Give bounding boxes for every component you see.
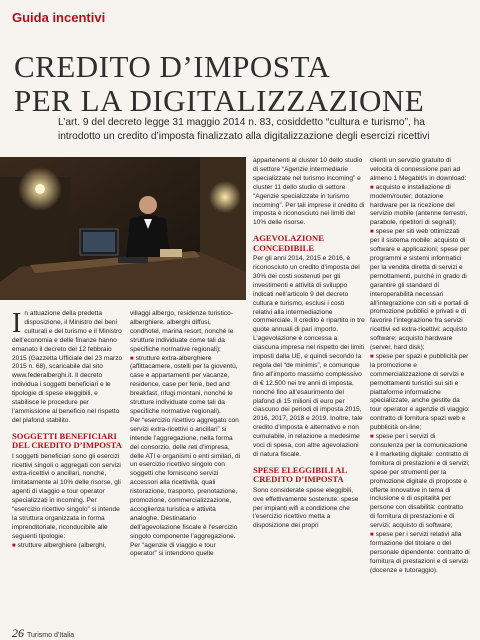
intro-text: n attuazione della predetta disposizione, il Ministro dei beni culturali e del turismo e il Ministro dell’economia e delle finanze hanno emanato il decreto del 12 febbraio 2015 (Gazzetta Ufficiale del 23 marzo 2015 n. 68), scaricabile dal sito www.federalberghi.it. Il decreto individua i soggetti beneficiari e le tipologie di spese eleggibili, e stabilisce le procedure per l’ammissione al beneficio nel rispetto del plafond stabilito. — [12, 310, 123, 424]
bullet-item: ■ acquisto e installazione di modem/router; dotazione hardware per la ricezione del servizio mobile (antenne terrestri, parabole, ripetitori di segnali); — [370, 184, 470, 229]
bullet-item: ■ strutture extra-alberghiere (affittacamere, ostelli per la gioventù, case e appartamenti per vacanze, residence, case per ferie, bed and breakfast, rifugi montani, nonché le strutture individuate come tali da specifiche normative regionali). — [130, 355, 242, 417]
bullet-item: ■ spese per i servizi di consulenza per la comunicazione e il marketing digitale: contratto di fornitura di prestazioni e di servizi; spese per strumenti per la promozione digitale di proposte e offerte innovative in tema di inclusione e di ospitalità per persone con disabilità: contratto di fornitura di prestazioni e di servizi; acquisto di software; — [370, 433, 470, 531]
paragraph: Sono considerate spese eleggibili, ove effettivamente sostenute: spese per impianti wifi a condizione che l’esercizio ricettivo metta a disposizione dei propri — [253, 486, 359, 530]
headline — [14, 50, 470, 118]
headline-line-1: CREDITO D’IMPOSTA — [14, 49, 331, 84]
column-4 — [370, 157, 470, 576]
bullet-item: ■ spese per siti web ottimizzati per il sistema mobile: acquisto di software e applicazioni; spese per programmi e sistemi informatici per la vendita diretta di servizi e pernottamenti, purché in grado di garantire gli standard di interoperabilità necessari all’integrazione con siti e portali di promozione pubblici e privati e di favorire l’integrazione fra servizi ricettivi ed extra-ricettivi: acquisto software; acquisto hardware (server, hard disk); — [370, 228, 470, 353]
paragraph: I soggetti beneficiari sono gli esercizi ricettivi singoli o aggregati con servizi extra-ricettivi o ancillari, nonché, limitatamente al 10% delle risorse, gli agenti di viaggio e tour operator specializzati in incoming. Per “esercizio ricettivo singolo” si intende la struttura organizzata in forma imprenditoriale, riconducibile alle seguenti tipologie: — [12, 452, 121, 540]
paragraph: L’agevolazione è concessa a ciascuna impresa nel rispetto dei limiti imposti dalla UE, e quindi secondo la regola del “de minimis”, e comunque fino all’importo massimo complessivo di € 12.500 nei tre anni di imposta, nonché fino all’esaurimento del plafond di 15 milioni di euro per ciascuno dei periodi di imposta 2015, 2016, 2017, 2018 e 2019. Inoltre, tale credito d’imposta è alternativo e non cumulabile, in relazione a medesime voci di spesa, con altre agevolazioni di natura fiscale. — [253, 335, 365, 458]
subhead-agevolazione: AGEVOLAZIONE CONCEDIBILE — [253, 233, 324, 253]
page-number: 26 — [12, 626, 24, 640]
lead-paragraph: L’art. 9 del decreto legge 31 maggio 2014 n. 83, cosiddetto “cultura e turismo”, ha introdotto un credito d’imposta finalizzato alla digitalizzazione degli esercizi ricettivi — [58, 117, 430, 142]
column-1 — [12, 310, 124, 551]
drop-cap: I — [12, 308, 22, 339]
headline-line-2: PER LA DIGITALIZZAZIONE — [14, 83, 425, 118]
hotel-photo — [0, 157, 246, 300]
bullet-item: ■ strutture alberghiere (alberghi, — [12, 542, 124, 551]
bullet-item: ■ spese per i servizi relativi alla formazione del titolare o del personale dipendente: contratto di fornitura di prestazioni e di servizi (docenze e tutoraggio). — [370, 531, 470, 576]
paragraph: appartenenti al cluster 10 dello studio di settore “Agenzie intermediarie specializzate nel turismo incoming” e cluster 11 dello studio di settore “Agenzie specializzate in turismo incoming”. Per tali imprese il credito di imposta è riconosciuto nei limiti del 10% delle risorse. — [253, 157, 365, 227]
paragraph: Per gli anni 2014, 2015 e 2016, è riconosciuto un credito d’imposta del 30% dei costi sostenuti per gli investimenti e attività di sviluppo indicati nell’articolo 9 del decreto cultura e turismo, esclusi i costi relativi alla intermediazione commerciale. Il credito è ripartito in tre quote annuali di pari importo. — [253, 255, 365, 334]
magazine-name: Turismo d’Italia — [27, 632, 75, 639]
column-2 — [130, 310, 242, 559]
intro-paragraph — [12, 310, 124, 426]
subhead-beneficiari: SOGGETTI BENEFICIARI DEL CREDITO D’IMPOSTA — [12, 430, 122, 451]
paragraph: villaggi albergo, residenze turistico-alberghiere, alberghi diffusi, condhotel, marina resort, nonché le strutture individuate come tali da specifiche normative regionali); — [130, 310, 234, 353]
bullet-item: ■ spese per spazi e pubblicità per la promozione e commercializzazione di servizi e pernottamenti turistici sui siti e piattaforme informatiche specializzate, anche gestite da tour operator e agenzie di viaggio: contratto di fornitura spazi web e pubblicità on-line; — [370, 353, 470, 433]
subhead-spese: SPESE ELEGGIBILI AL CREDITO D’IMPOSTA — [253, 464, 347, 485]
page-footer — [12, 624, 74, 640]
section-label: Guida incentivi — [12, 10, 106, 25]
paragraph: Per “agenzie di viaggio e tour operator” si intendono quelle — [130, 541, 216, 558]
paragraph: clienti un servizio gratuito di velocità di connessione pari ad almeno 1 Megabit/s in download: — [370, 157, 467, 182]
column-3 — [253, 157, 365, 531]
paragraph: Per “esercizio ricettivo aggregato con servizi extra-ricettivi o ancillari” si intende l’aggregazione, nella forma del consorzio, delle reti d’impresa, delle ATI e organismi o enti similari, di un esercizio ricettivo singolo con soggetti che forniscono servizi accessori alla ricettività, quali ristorazione, trasporto, prenotazione, promozione, commercializzazione, accoglienza turistica e attività analoghe. Destinatario dell’agevolazione fiscale è l’esercizio singolo componente l’aggregazione. — [130, 416, 241, 540]
